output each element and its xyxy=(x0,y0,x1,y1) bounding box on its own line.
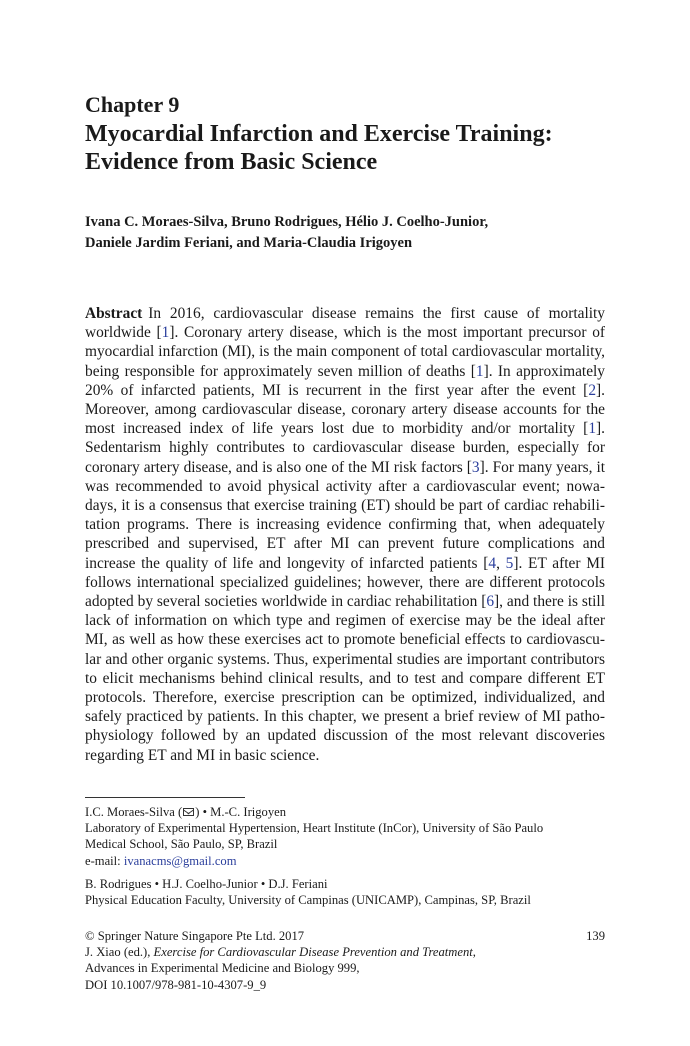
citation-link[interactable]: 4 xyxy=(488,554,497,572)
citation-link[interactable]: 5 xyxy=(505,554,514,572)
affiliation-1-names xyxy=(85,804,605,820)
email-line xyxy=(85,853,605,869)
abstract-text: ]. Moreover, among cardiovascular disease, coronary artery disease accounts for the most increased index of life years lost due to morbidity and/or mortality [ xyxy=(85,381,605,438)
footnote-divider xyxy=(85,797,245,798)
chapter-title xyxy=(85,120,605,176)
affiliation-1-names-b: ) • M.-C. Irigoyen xyxy=(195,805,287,819)
author-line-1: Ivana C. Moraes-Silva, Bruno Rodrigues, Hélio J. Coelho-Junior, xyxy=(85,214,489,230)
affiliation-2 xyxy=(85,876,605,908)
citation-link[interactable]: 1 xyxy=(161,324,170,342)
abstract-heading: Abstract xyxy=(85,305,143,322)
affiliation-1-institution-line-2: Medical School, São Paulo, SP, Brazil xyxy=(85,837,278,852)
author-list xyxy=(85,212,605,254)
abstract-text: ]. In approximately 20% of infarcted patients, MI is recurrent in the first year after the event [ xyxy=(85,362,606,399)
series-line: Advances in Experimental Medicine and Biology 999, xyxy=(85,961,360,976)
email-label: e-mail: xyxy=(85,853,124,868)
citation-separator: , xyxy=(496,554,506,572)
abstract-text: ], and there is still lack of information on which type and regimen of exercise may be the ideal after MI, as well as how these exercises act to promote beneficial effects to cardiovascular and other organic systems. Thus, experimental studies are important contributors to elicit mechanisms behind clinical results, and to test and compare different ET protocols. Therefore, exercise prescription can be optimized, individualized, and safely practiced by patients. In this chapter, we present a brief review of MI pathophysiology followed by an updated discussion of the most relevant discoveries regarding ET and MI in basic science. xyxy=(85,593,605,764)
envelope-icon xyxy=(183,808,194,816)
email-link[interactable]: ivanacms@gmail.com xyxy=(123,853,237,868)
publication-info xyxy=(85,928,605,993)
book-title: Exercise for Cardiovascular Disease Prevention and Treatment xyxy=(153,945,473,960)
citation-link[interactable]: 2 xyxy=(588,381,597,399)
affiliation-1 xyxy=(85,804,605,869)
abstract-text: ]. Sedentarism highly contributes to cardiovascular disease burden, especially for coronary artery disease, and is also one of the MI risk factors [ xyxy=(85,420,605,476)
citation-link[interactable]: 6 xyxy=(486,593,495,611)
book-editor: J. Xiao (ed.), xyxy=(85,945,154,960)
page-number: 139 xyxy=(586,929,605,943)
chapter-title-line-2: Evidence from Basic Science xyxy=(85,149,378,175)
citation-link[interactable]: 1 xyxy=(475,362,484,380)
abstract-text: ]. For many years, it was recommended to avoid physical activity after a cardiovascular event; nowadays, it is a consensus that exercise training (ET) should be part of cardiac rehabilitation programs. There is increasing evidence confirming that, when adequately prescribed and supervised, ET after MI can prevent future complications and increase the quality of life and longevity of infarcted patients [ xyxy=(85,458,606,572)
book-title-punct: , xyxy=(472,945,476,960)
copyright-line: © Springer Nature Singapore Pte Ltd. 2017 xyxy=(85,929,305,943)
affiliation-1-institution-line-1: Laboratory of Experimental Hypertension, Heart Institute (InCor), University of São Paulo xyxy=(85,821,544,836)
abstract-text: ]. Coronary artery disease, which is the most important precursor of myocardial infarction (MI), is the main component of total cardiovascular mortality, being responsible for approximately seven million of deaths [ xyxy=(85,324,606,380)
book-line xyxy=(85,944,605,960)
chapter-label: Chapter 9 xyxy=(85,92,180,117)
abstract-text: In 2016, cardiovascular disease remains the first cause of mortality worldwide [ xyxy=(85,305,605,342)
doi-line: DOI 10.1007/978-981-10-4307-9_9 xyxy=(85,977,267,992)
abstract xyxy=(85,304,605,765)
citation-link[interactable]: 3 xyxy=(471,458,480,476)
citation-link[interactable]: 1 xyxy=(588,420,597,438)
affiliation-2-names: B. Rodrigues • H.J. Coelho-Junior • D.J. Feriani xyxy=(85,877,328,891)
affiliation-1-names-a: I.C. Moraes-Silva ( xyxy=(85,805,183,819)
author-line-2: Daniele Jardim Feriani, and Maria-Claudia Irigoyen xyxy=(85,235,413,251)
chapter-title-line-1: Myocardial Infarction and Exercise Training: xyxy=(85,121,553,147)
affiliation-2-institution: Physical Education Faculty, University of Campinas (UNICAMP), Campinas, SP, Brazil xyxy=(85,893,531,908)
abstract-text: ]. ET after MI follows international specialized guidelines; however, there are different protocols adopted by several societies worldwide in cardiac rehabilitation [ xyxy=(85,554,606,611)
